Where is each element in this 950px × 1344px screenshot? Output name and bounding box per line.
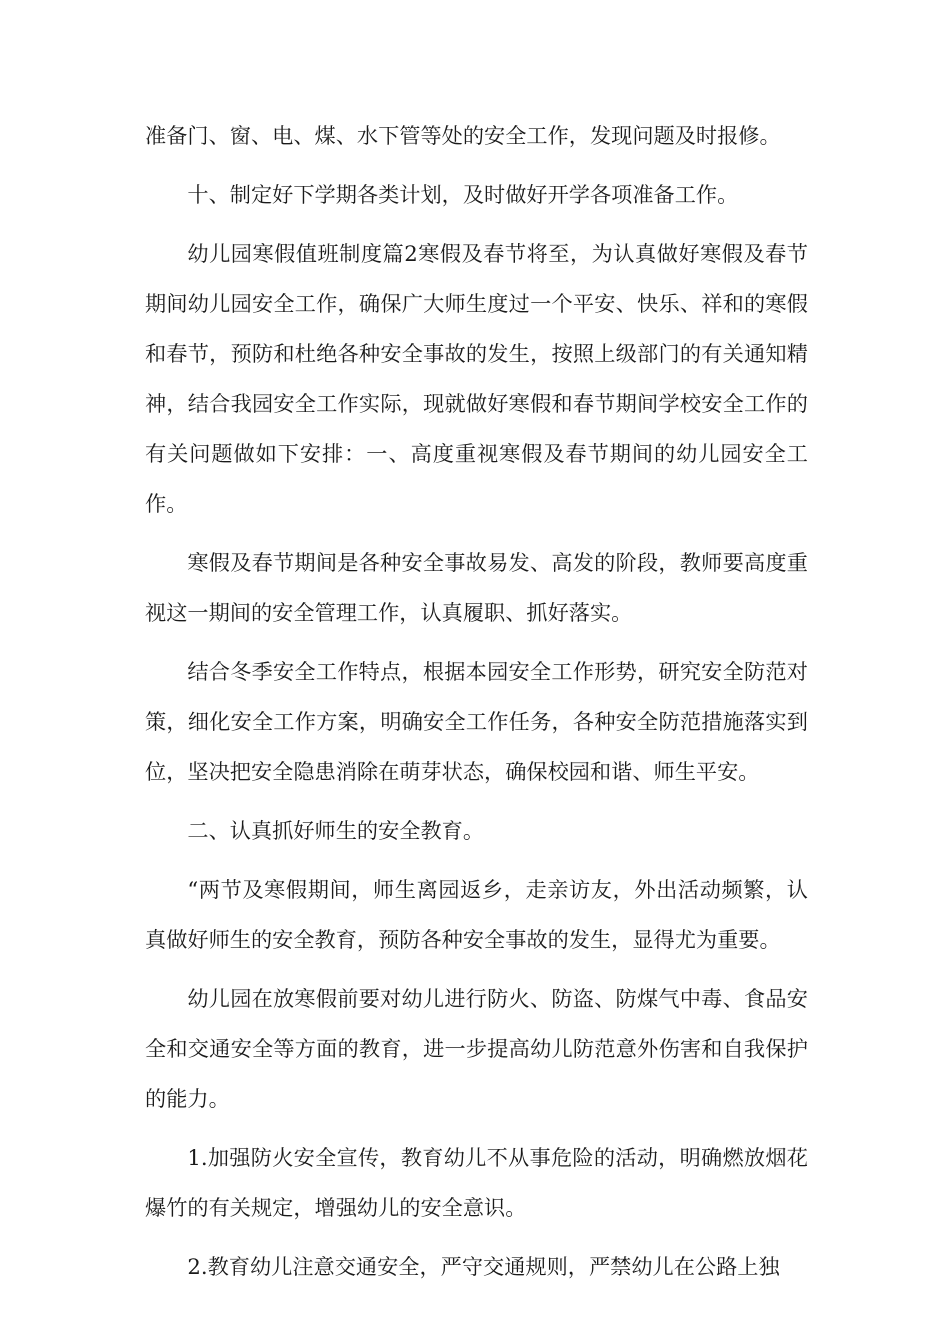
paragraph-8: 幼儿园在放寒假前要对幼儿进行防火、防盗、防煤气中毒、食品安全和交通安全等方面的教育，进一步提高幼儿防范意外伤害和自我保护的能力。 bbox=[145, 986, 808, 1111]
paragraph-7: “两节及寒假期间，师生离园返乡，走亲访友，外出活动频繁，认真做好师生的安全教育，预防各种安全事故的发生，显得尤为重要。 bbox=[145, 877, 808, 952]
paragraph-9: 1.加强防火安全宣传，教育幼儿不从事危险的活动，明确燃放烟花爆竹的有关规定，增强幼儿的安全意识。 bbox=[145, 1145, 808, 1220]
paragraph-10: 2.教育幼儿注意交通安全，严守交通规则，严禁幼儿在公路上独 bbox=[187, 1254, 780, 1279]
document-body bbox=[145, 111, 808, 1301]
paragraph-1: 准备门、窗、电、煤、水下管等处的安全工作，发现问题及时报修。 bbox=[145, 123, 781, 148]
paragraph-4: 寒假及春节期间是各种安全事故易发、高发的阶段，教师要高度重视这一期间的安全管理工作，认真履职、抓好落实。 bbox=[145, 550, 808, 625]
paragraph-2: 十、制定好下学期各类计划，及时做好开学各项准备工作。 bbox=[187, 182, 739, 207]
paragraph-3: 幼儿园寒假值班制度篇2寒假及春节将至，为认真做好寒假及春节期间幼儿园安全工作，确保广大师生度过一个平安、快乐、祥和的寒假和春节，预防和杜绝各种安全事故的发生，按照上级部门的有关通知精神，结合我园安全工作实际，现就做好寒假和春节期间学校安全工作的有关问题做如下安排：一、高度重视寒假及春节期间的幼儿园安全工作。 bbox=[145, 241, 808, 516]
paragraph-5: 结合冬季安全工作特点，根据本园安全工作形势，研究安全防范对策，细化安全工作方案，明确安全工作任务，各种安全防范措施落实到位，坚决把安全隐患消除在萌芽状态，确保校园和谐、师生平安。 bbox=[145, 659, 808, 784]
paragraph-6: 二、认真抓好师生的安全教育。 bbox=[187, 818, 485, 843]
